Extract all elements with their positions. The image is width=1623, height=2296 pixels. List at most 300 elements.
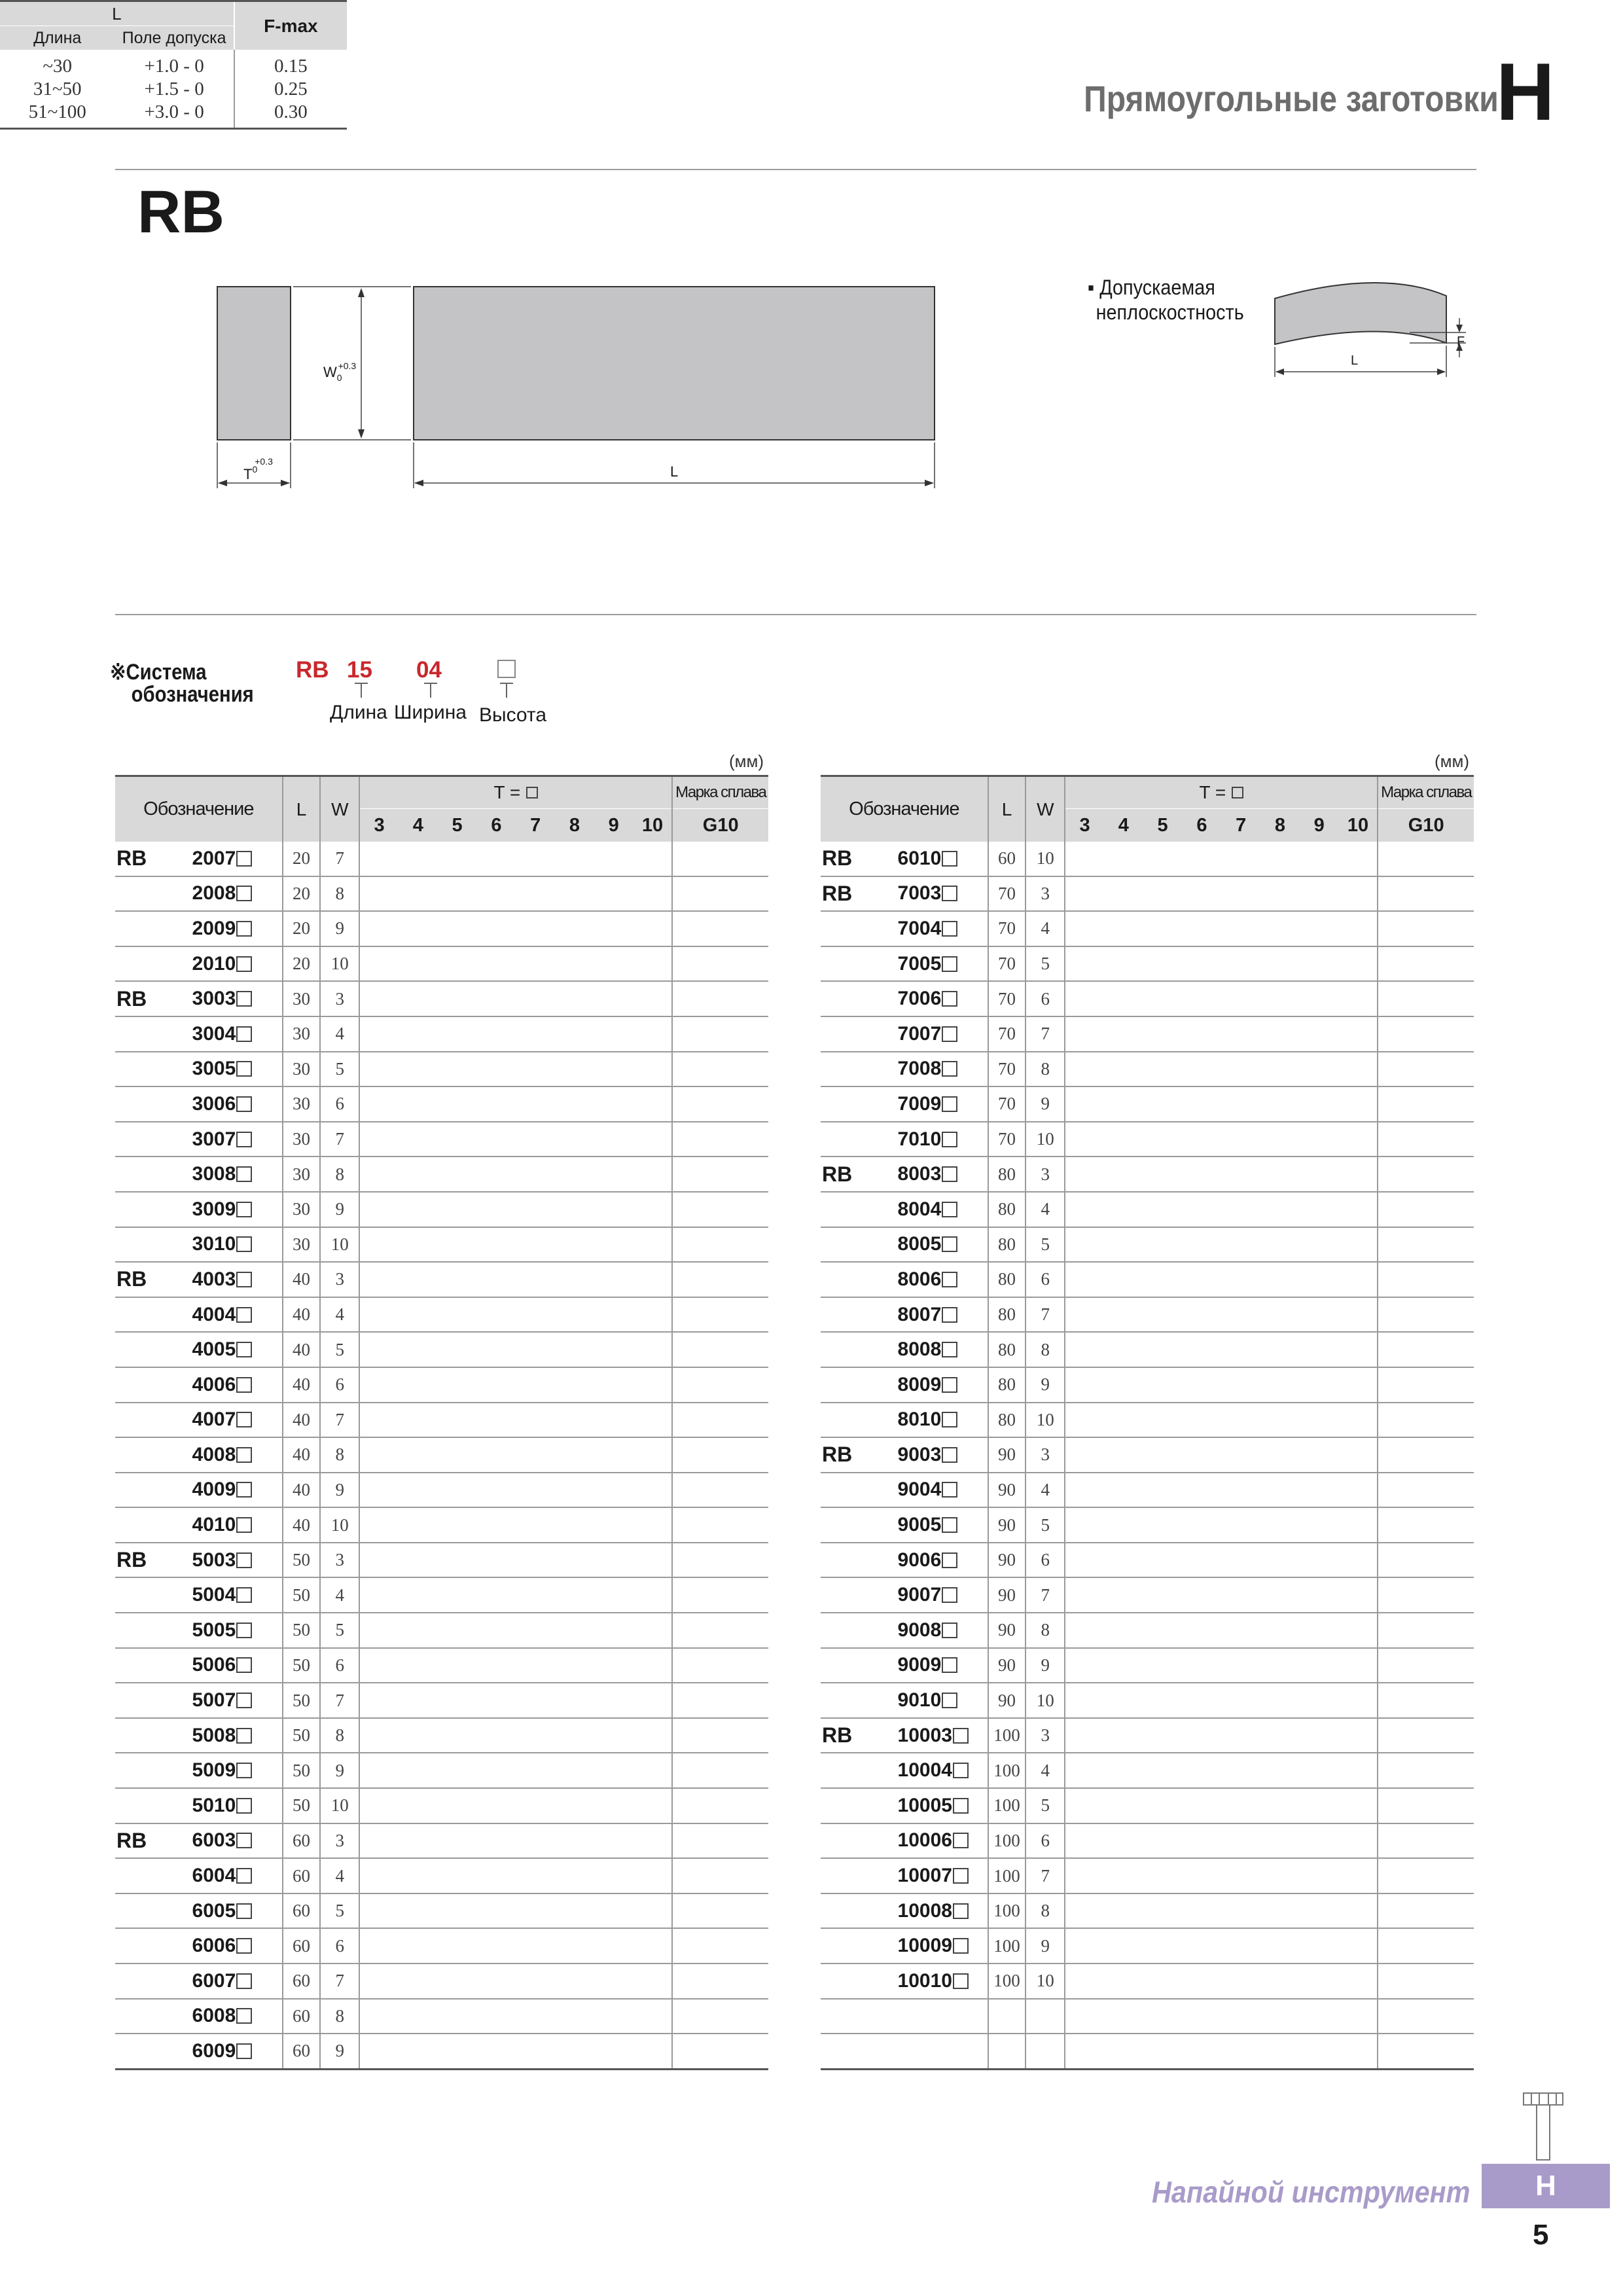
row-t-cell — [438, 1086, 477, 1122]
height-placeholder-box — [942, 886, 957, 901]
table-row — [115, 1753, 768, 1788]
height-placeholder-box — [942, 1412, 957, 1427]
row-width: 8 — [320, 876, 359, 912]
row-t-cell — [1065, 1262, 1104, 1297]
row-t-cell — [1221, 1893, 1260, 1929]
row-width: 8 — [1026, 1893, 1065, 1929]
row-t-cell — [1260, 1437, 1300, 1473]
row-t-cell — [555, 876, 594, 912]
row-length: 40 — [283, 1403, 321, 1438]
row-grade-cell — [1378, 1437, 1474, 1473]
height-placeholder-box — [953, 1868, 969, 1884]
row-width: 5 — [320, 1052, 359, 1087]
col-t-10: 10 — [633, 809, 673, 842]
row-t-cell — [1183, 1437, 1222, 1473]
row-t-cell — [438, 1122, 477, 1157]
row-series — [115, 1928, 192, 1964]
row-t-cell — [399, 1648, 438, 1683]
row-code — [898, 1823, 988, 1859]
row-t-cell — [555, 1157, 594, 1192]
row-t-cell — [1300, 842, 1339, 876]
row-code-text: 6005 — [192, 1899, 236, 1922]
table-row — [821, 1718, 1474, 1753]
row-t-cell — [1104, 1999, 1143, 2034]
row-t-cell — [1339, 842, 1378, 876]
row-t-cell — [516, 1858, 555, 1893]
row-t-cell — [1221, 1262, 1260, 1297]
row-t-cell — [1221, 876, 1260, 912]
row-series — [115, 1227, 192, 1263]
row-code — [192, 1157, 283, 1192]
row-t-cell — [633, 842, 673, 876]
row-grade-cell — [672, 1788, 768, 1823]
row-code — [192, 1403, 283, 1438]
row-t-cell — [477, 1332, 516, 1367]
row-code-text: 5005 — [192, 1619, 236, 1641]
row-t-cell — [1339, 1473, 1378, 1508]
col-designation: Обозначение — [115, 776, 283, 842]
rb-table-right — [821, 775, 1474, 2070]
row-t-cell — [1339, 1753, 1378, 1788]
row-t-cell — [359, 876, 399, 912]
row-t-cell — [633, 1192, 673, 1227]
height-placeholder-box — [942, 1377, 957, 1393]
row-t-cell — [359, 842, 399, 876]
row-length: 60 — [283, 1928, 321, 1964]
row-t-cell — [594, 2034, 633, 2069]
row-width: 5 — [1026, 1227, 1065, 1263]
tolerance-table — [0, 0, 347, 130]
row-t-cell — [555, 1052, 594, 1087]
row-t-cell — [594, 1403, 633, 1438]
row-t-cell — [555, 1893, 594, 1929]
row-code-text: 6004 — [192, 1865, 236, 1887]
row-t-cell — [594, 1683, 633, 1718]
row-width: 5 — [1026, 1507, 1065, 1543]
row-grade-cell — [672, 1507, 768, 1543]
row-t-cell — [555, 981, 594, 1016]
row-t-cell — [399, 1718, 438, 1753]
table-row — [115, 1928, 768, 1964]
row-t-cell — [1221, 1227, 1260, 1263]
row-t-cell — [359, 1823, 399, 1859]
row-t-cell — [438, 1297, 477, 1333]
row-code-text: 7005 — [897, 952, 942, 975]
row-code — [898, 1227, 988, 1263]
row-t-cell — [1143, 1052, 1183, 1087]
table-row — [115, 2034, 768, 2069]
col-t-7: 7 — [516, 809, 555, 842]
row-t-cell — [555, 842, 594, 876]
row-t-cell — [359, 1016, 399, 1052]
row-length — [988, 1999, 1026, 2034]
row-series — [115, 1648, 192, 1683]
row-t-cell — [633, 946, 673, 982]
row-t-cell — [633, 1157, 673, 1192]
designation-height-box — [497, 660, 516, 678]
row-t-cell — [1260, 1613, 1300, 1648]
height-placeholder-box — [236, 1868, 252, 1884]
table-row — [821, 911, 1474, 946]
row-length: 40 — [283, 1507, 321, 1543]
row-t-cell — [1143, 842, 1183, 876]
row-series: RB — [115, 1262, 192, 1297]
row-t-cell — [1221, 911, 1260, 946]
row-code — [192, 1577, 283, 1613]
row-t-cell — [1065, 1086, 1104, 1122]
row-t-cell — [1183, 1788, 1222, 1823]
col-designation: Обозначение — [821, 776, 988, 842]
height-placeholder-box — [236, 886, 252, 901]
row-series — [115, 2034, 192, 2069]
col-grade: Марка сплава — [672, 776, 768, 809]
row-t-cell — [359, 1683, 399, 1718]
row-t-cell — [1104, 1788, 1143, 1823]
row-series — [821, 1543, 898, 1578]
row-t-cell — [1065, 981, 1104, 1016]
row-width: 9 — [1026, 1928, 1065, 1964]
row-t-cell — [1221, 1648, 1260, 1683]
row-length: 90 — [988, 1543, 1026, 1578]
row-t-cell — [477, 1297, 516, 1333]
col-t-5: 5 — [438, 809, 477, 842]
row-t-cell — [594, 1543, 633, 1578]
row-code — [192, 1016, 283, 1052]
row-t-cell — [1104, 1858, 1143, 1893]
row-series: RB — [821, 842, 898, 876]
row-t-cell — [438, 1262, 477, 1297]
row-t-cell — [399, 1367, 438, 1403]
row-code — [898, 1297, 988, 1333]
height-placeholder-box — [953, 1798, 969, 1814]
table-row — [115, 1157, 768, 1192]
row-t-cell — [1183, 1999, 1222, 2034]
row-t-cell — [633, 1227, 673, 1263]
row-width: 9 — [1026, 1367, 1065, 1403]
height-placeholder-box — [942, 1236, 957, 1252]
row-t-cell — [477, 1052, 516, 1087]
row-t-cell — [1143, 1928, 1183, 1964]
row-t-cell — [555, 1086, 594, 1122]
row-t-cell — [633, 1297, 673, 1333]
row-t-cell — [1104, 946, 1143, 982]
row-length: 100 — [988, 1928, 1026, 1964]
row-grade-cell — [672, 911, 768, 946]
row-code — [192, 1437, 283, 1473]
row-t-cell — [359, 1367, 399, 1403]
height-placeholder-box — [942, 1693, 957, 1708]
row-t-cell — [1339, 1332, 1378, 1367]
table-row — [821, 1367, 1474, 1403]
row-code-text: 3007 — [192, 1128, 236, 1150]
row-t-cell — [1104, 1577, 1143, 1613]
row-t-cell — [1065, 1543, 1104, 1578]
table-row — [821, 1297, 1474, 1333]
footer-section-tab[interactable]: H — [1482, 2164, 1610, 2208]
row-t-cell — [1104, 1192, 1143, 1227]
row-t-cell — [1300, 981, 1339, 1016]
row-grade-cell — [672, 1367, 768, 1403]
tol-col-l: L — [0, 1, 234, 26]
row-length: 80 — [988, 1227, 1026, 1263]
row-code — [898, 1403, 988, 1438]
row-code — [898, 1507, 988, 1543]
row-t-cell — [633, 981, 673, 1016]
row-series — [821, 1122, 898, 1157]
row-code-text: 4009 — [192, 1479, 236, 1501]
row-t-cell — [1260, 1016, 1300, 1052]
height-placeholder-box — [236, 1587, 252, 1603]
table-row — [115, 1858, 768, 1893]
row-length: 60 — [283, 1893, 321, 1929]
designation-height-label: Высота — [479, 704, 547, 726]
row-t-cell — [359, 1718, 399, 1753]
row-series — [821, 1893, 898, 1929]
row-t-cell — [633, 1507, 673, 1543]
rb-table-left — [115, 775, 768, 2070]
table-row — [115, 1507, 768, 1543]
row-t-cell — [1300, 1227, 1339, 1263]
row-t-cell — [1300, 1788, 1339, 1823]
row-code-text: 5010 — [192, 1794, 236, 1816]
row-t-cell — [594, 911, 633, 946]
row-width: 7 — [1026, 1577, 1065, 1613]
row-t-cell — [633, 1613, 673, 1648]
row-t-cell — [1183, 1928, 1222, 1964]
row-t-cell — [1300, 1964, 1339, 1999]
row-t-cell — [516, 1473, 555, 1508]
row-width: 7 — [320, 1403, 359, 1438]
row-t-cell — [399, 1753, 438, 1788]
row-t-cell — [1065, 1227, 1104, 1263]
row-code — [192, 1648, 283, 1683]
row-t-cell — [1104, 1086, 1143, 1122]
row-grade-cell — [1378, 1122, 1474, 1157]
row-t-cell — [555, 1648, 594, 1683]
row-t-cell — [1260, 1157, 1300, 1192]
row-t-cell — [1260, 1999, 1300, 2034]
row-length: 30 — [283, 1227, 321, 1263]
row-grade-cell — [672, 1823, 768, 1859]
height-placeholder-box — [236, 991, 252, 1007]
row-t-cell — [399, 1507, 438, 1543]
row-t-cell — [1339, 1437, 1378, 1473]
table-row — [115, 1613, 768, 1648]
row-t-cell — [1339, 946, 1378, 982]
height-placeholder-box — [236, 1132, 252, 1147]
row-t-cell — [477, 1718, 516, 1753]
row-t-cell — [633, 1648, 673, 1683]
row-t-cell — [438, 1683, 477, 1718]
row-t-cell — [1260, 1086, 1300, 1122]
row-t-cell — [1339, 1964, 1378, 1999]
row-code-text: 7007 — [897, 1022, 942, 1045]
row-t-cell — [359, 1893, 399, 1929]
row-grade-cell — [672, 1718, 768, 1753]
row-t-cell — [1300, 1016, 1339, 1052]
row-t-cell — [1300, 911, 1339, 946]
row-t-cell — [1143, 981, 1183, 1016]
table-row — [821, 842, 1474, 876]
table-row — [115, 876, 768, 912]
row-code-text: 9008 — [897, 1619, 942, 1641]
table-row — [115, 1437, 768, 1473]
row-t-cell — [1065, 1648, 1104, 1683]
row-code-text: 8004 — [897, 1198, 942, 1220]
row-t-cell — [359, 981, 399, 1016]
row-t-cell — [399, 1858, 438, 1893]
row-t-cell — [516, 911, 555, 946]
row-t-cell — [1143, 1507, 1183, 1543]
height-placeholder-box — [942, 851, 957, 867]
row-t-cell — [516, 1437, 555, 1473]
row-t-cell — [555, 1192, 594, 1227]
t-dimension-label: $T^{0+0.3}$ — [243, 456, 273, 482]
row-length: 80 — [988, 1332, 1026, 1367]
col-t-6: 6 — [1183, 809, 1222, 842]
row-t-cell — [1221, 1753, 1260, 1788]
height-placeholder-box — [236, 1623, 252, 1638]
height-placeholder-box — [942, 1517, 957, 1533]
row-t-cell — [633, 1964, 673, 1999]
row-t-cell — [516, 1403, 555, 1438]
row-t-cell — [516, 1823, 555, 1859]
row-t-cell — [594, 1262, 633, 1297]
row-t-cell — [1183, 1718, 1222, 1753]
row-t-cell — [1221, 1192, 1260, 1227]
row-series — [821, 1367, 898, 1403]
row-t-cell — [594, 1473, 633, 1508]
table-row — [115, 1403, 768, 1438]
row-t-cell — [516, 1262, 555, 1297]
row-code — [898, 1262, 988, 1297]
row-grade-cell — [672, 2034, 768, 2069]
row-t-cell — [438, 1437, 477, 1473]
row-t-cell — [1339, 1052, 1378, 1087]
col-t-4: 4 — [399, 809, 438, 842]
height-placeholder-box — [942, 1166, 957, 1182]
row-t-cell — [516, 1507, 555, 1543]
row-code-text: 4010 — [192, 1514, 236, 1536]
table-row — [821, 1999, 1474, 2034]
table-row — [821, 1648, 1474, 1683]
row-t-cell — [438, 1823, 477, 1859]
row-code-text: 10007 — [897, 1865, 952, 1887]
row-t-cell — [1104, 981, 1143, 1016]
row-grade-cell — [1378, 1999, 1474, 2034]
tol-col-tolerance: Поле допуска — [115, 26, 234, 50]
row-code-text: 9004 — [897, 1479, 942, 1501]
row-t-cell — [399, 1823, 438, 1859]
row-t-cell — [594, 1052, 633, 1087]
row-t-cell — [1300, 1753, 1339, 1788]
row-t-cell — [359, 1262, 399, 1297]
row-length: 80 — [988, 1297, 1026, 1333]
row-length: 90 — [988, 1507, 1026, 1543]
row-code-text: 10006 — [897, 1829, 952, 1852]
row-t-cell — [1339, 1543, 1378, 1578]
row-grade-cell — [1378, 1157, 1474, 1192]
row-t-cell — [1065, 1577, 1104, 1613]
height-placeholder-box — [236, 1342, 252, 1357]
row-code — [192, 1683, 283, 1718]
row-code — [898, 1086, 988, 1122]
row-width: 6 — [1026, 1823, 1065, 1859]
row-t-cell — [1104, 1823, 1143, 1859]
row-code — [192, 1999, 283, 2034]
row-width: 8 — [320, 1999, 359, 2034]
row-grade-cell — [1378, 1367, 1474, 1403]
row-width: 10 — [1026, 1964, 1065, 1999]
row-t-cell — [1300, 1437, 1339, 1473]
row-t-cell — [1221, 1683, 1260, 1718]
row-code — [898, 842, 988, 876]
row-t-cell — [1183, 1648, 1222, 1683]
row-length: 50 — [283, 1648, 321, 1683]
row-t-cell — [1104, 1928, 1143, 1964]
row-width: 7 — [320, 842, 359, 876]
table-row — [821, 946, 1474, 982]
row-t-cell — [1260, 1052, 1300, 1087]
row-width: 6 — [320, 1928, 359, 1964]
row-width: 10 — [320, 1227, 359, 1263]
row-t-cell — [1183, 1858, 1222, 1893]
row-t-cell — [1300, 1999, 1339, 2034]
row-length: 90 — [988, 1683, 1026, 1718]
row-t-cell — [477, 1858, 516, 1893]
row-code-text: 3005 — [192, 1058, 236, 1080]
row-t-cell — [1260, 1788, 1300, 1823]
height-placeholder-box — [236, 1447, 252, 1463]
row-t-cell — [555, 1262, 594, 1297]
row-t-cell — [555, 1507, 594, 1543]
row-t-cell — [1104, 1683, 1143, 1718]
row-width: 5 — [1026, 1788, 1065, 1823]
col-t-8: 8 — [555, 809, 594, 842]
row-t-cell — [555, 1332, 594, 1367]
row-t-cell — [438, 1577, 477, 1613]
height-placeholder-box — [236, 2008, 252, 2024]
row-t-cell — [516, 1788, 555, 1823]
row-t-cell — [1065, 1753, 1104, 1788]
row-t-cell — [1339, 981, 1378, 1016]
row-series — [821, 1964, 898, 1999]
row-t-cell — [477, 1086, 516, 1122]
row-t-cell — [1339, 1893, 1378, 1929]
row-code — [192, 1367, 283, 1403]
row-length: 70 — [988, 1122, 1026, 1157]
row-t-cell — [633, 1262, 673, 1297]
row-code-text: 5007 — [192, 1689, 236, 1712]
row-series: RB — [821, 876, 898, 912]
row-grade-cell — [672, 1543, 768, 1578]
row-t-cell — [1221, 1964, 1260, 1999]
row-t-cell — [633, 1473, 673, 1508]
table-row — [821, 1753, 1474, 1788]
height-placeholder-box — [236, 1412, 252, 1427]
row-t-cell — [399, 981, 438, 1016]
row-t-cell — [1300, 1507, 1339, 1543]
row-code — [898, 1613, 988, 1648]
row-t-cell — [359, 1753, 399, 1788]
row-width: 4 — [320, 1577, 359, 1613]
row-code — [192, 1964, 283, 1999]
row-t-cell — [399, 1332, 438, 1367]
row-t-cell — [1065, 1893, 1104, 1929]
row-code-text: 2009 — [192, 917, 236, 939]
col-t-9: 9 — [594, 809, 633, 842]
row-t-cell — [1221, 1718, 1260, 1753]
